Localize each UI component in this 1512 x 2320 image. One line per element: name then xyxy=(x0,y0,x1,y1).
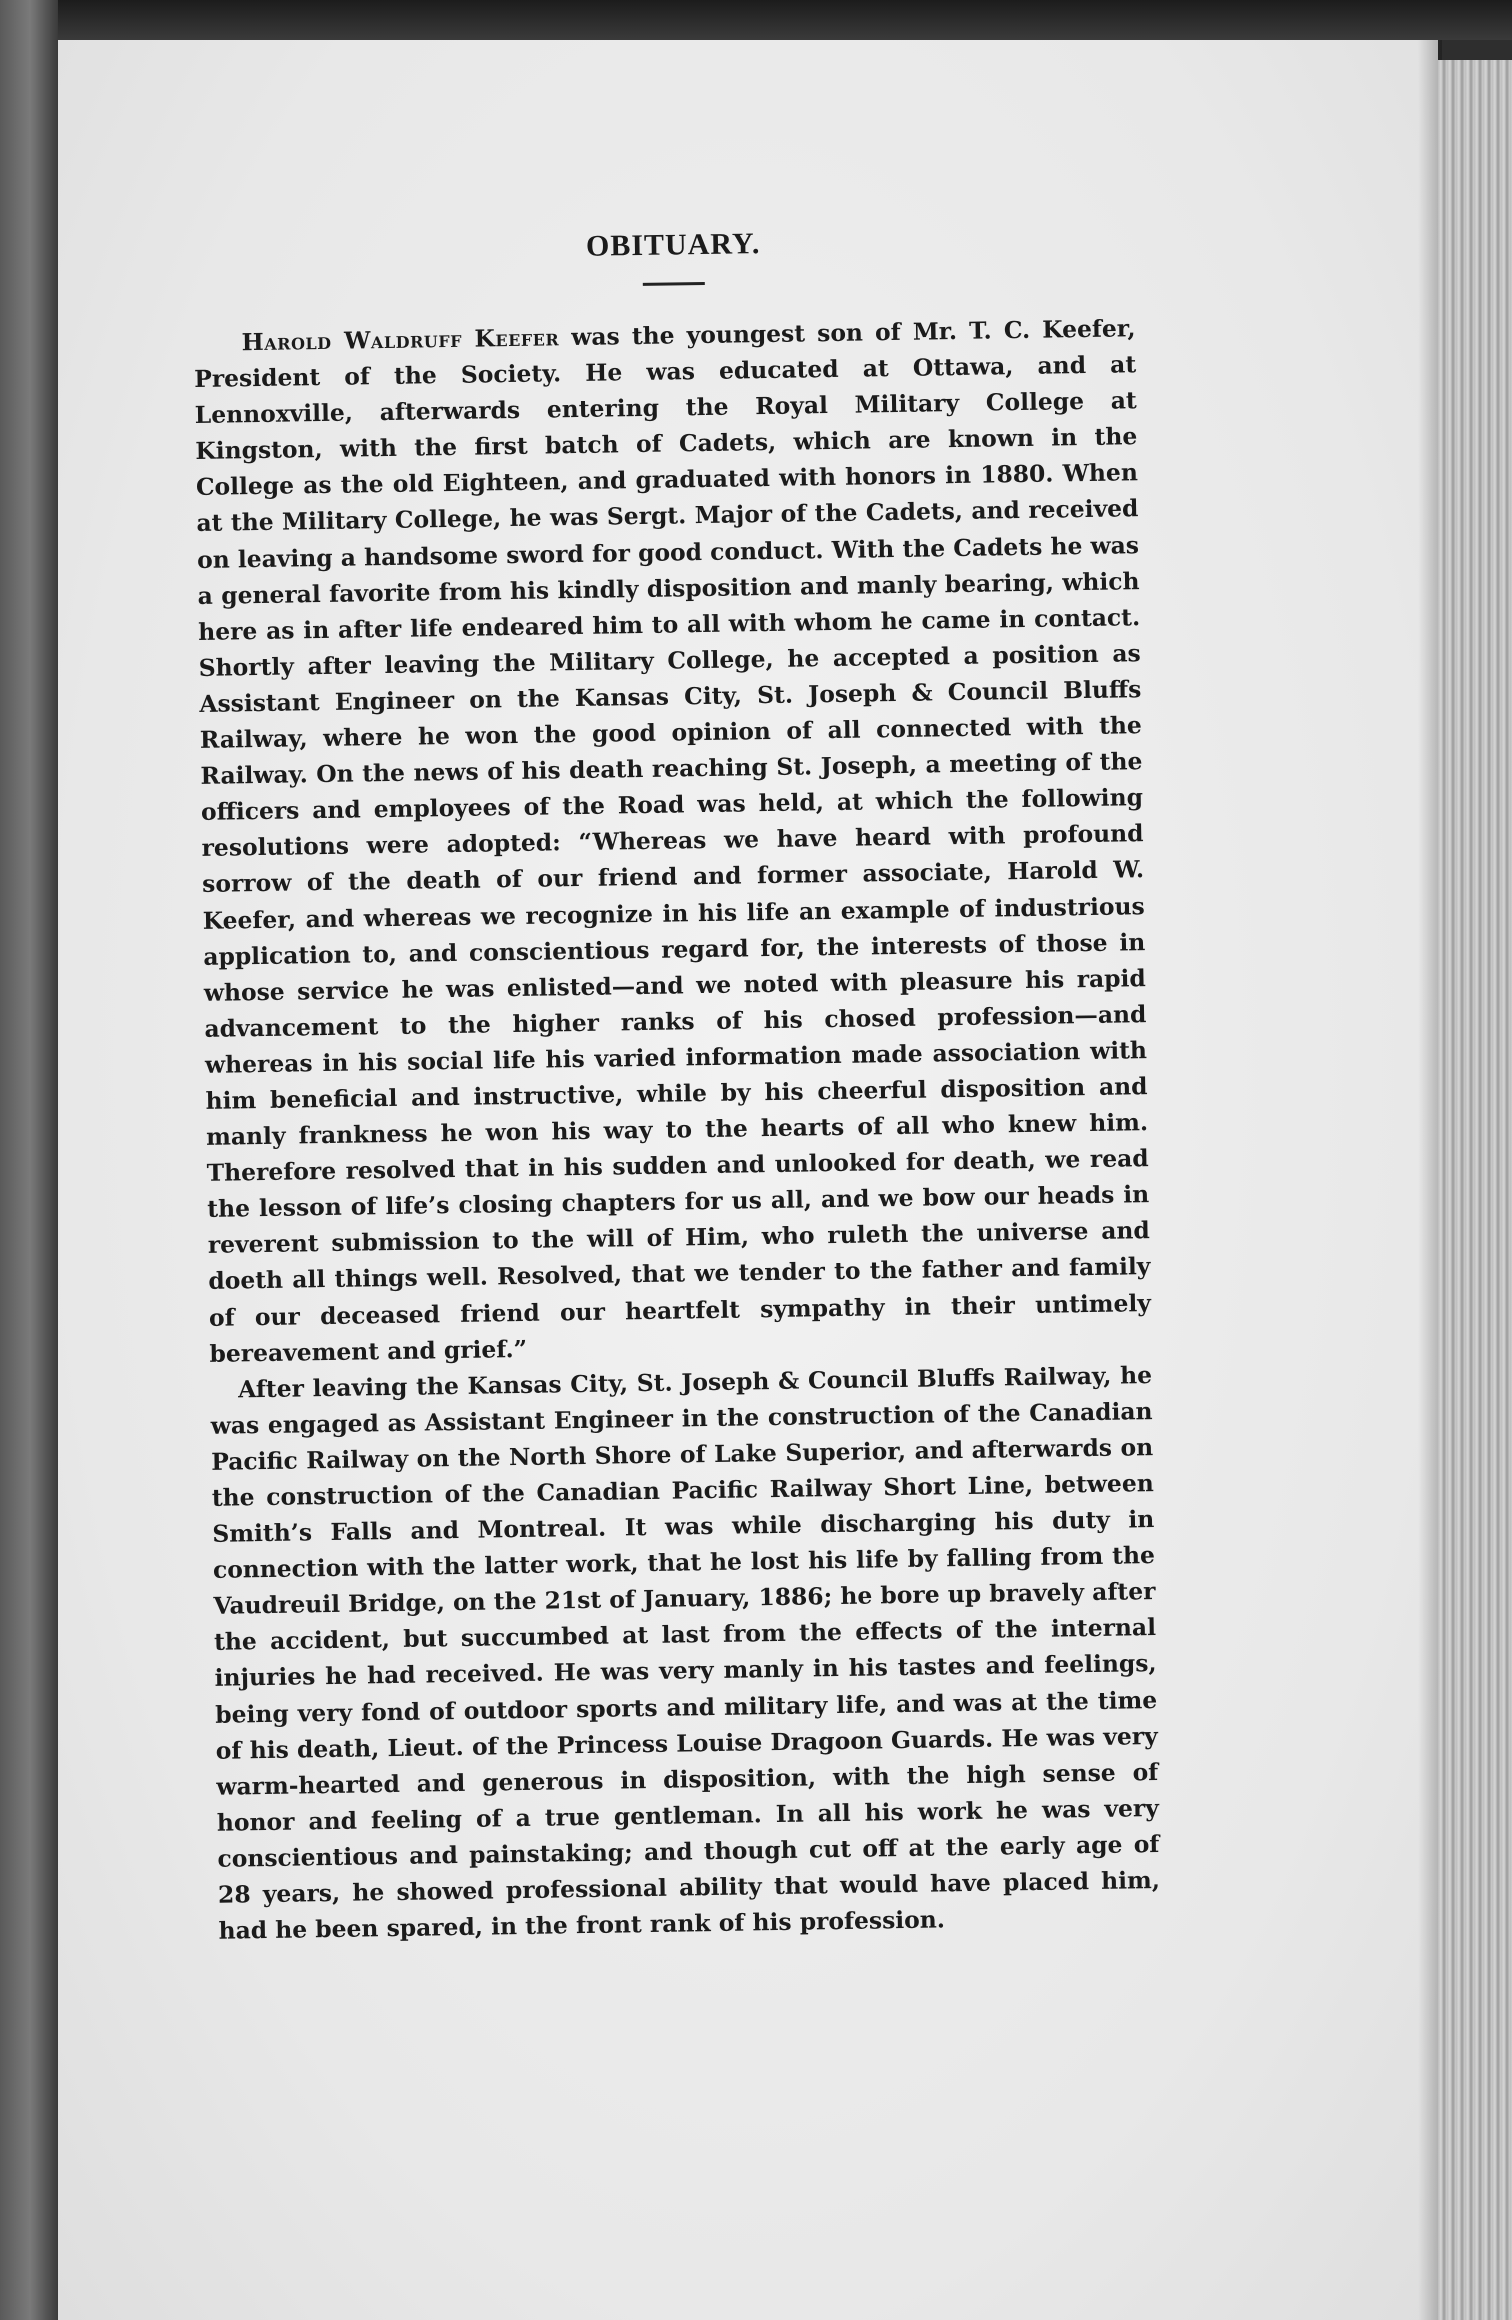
title-divider xyxy=(643,282,705,286)
book-binding-edge xyxy=(0,0,58,2320)
scan-background-top xyxy=(0,0,1512,40)
paragraph-2: After leaving the Kansas City, St. Joseph & Council Bluffs Railway, he was engaged as Assistant Engineer in the construction of the Canadian Pacific Railway on the North Shore of Lake Superior, and afterwards on the construction of the Canadian Pacific Railway Short Line, between Smith’s Falls and Montreal. It was while discharging his duty in connection with the latter work, that he lost his life by falling from the Vaudreuil Bridge, on the 21st of January, 1886; he bore up bravely after the accident, but succumbed at last from the effects of the internal injuries he had received. He was very manly in his tastes and feelings, being very fond of outdoor sports and military life, and was at the time of his death, Lieut. of the Princess Louise Dragoon Guards. He was very warm-hearted and generous in disposition, with the high sense of honor and feeling of a true gentleman. In all his work he was very conscientious and painstaking; and though cut off at the early age of 28 years, he showed professional ability that would have placed him, had he been spared, in the front rank of his profession. xyxy=(210,1360,1161,1945)
obituary-text-block xyxy=(192,221,1161,1949)
page-title: OBITUARY. xyxy=(585,227,761,263)
paragraph-1 xyxy=(193,310,1151,1371)
deceased-name: Harold Waldruff Keefer xyxy=(241,323,560,357)
paragraph-1-body: was the youngest son of Mr. T. C. Keefer, President of the Society. He was educated at Ottawa, and at Lennoxville, afterwards entering the Royal Military College at Kingston, with the first batch of Cadets, which are known in the College as the old Eighteen, and graduated with honors in 1880. When at the Military College, he was Sergt. Major of the Cadets, and received on leaving a handsome sword for good conduct. With the Cadets he was a general favorite from his kindly disposition and manly bearing, which here as in after life endeared him to all with whom he came in contact. Shortly after leaving the Military College, he accepted a position as Assistant Engineer on the Kansas City, St. Joseph & Council Bluffs Railway, where he won the good opinion of all connected with the Railway. On the news of his death reaching St. Joseph, a meeting of the officers and employees of the Road was held, at which the following resolutions were adopted: “Whereas we have heard with profound sorrow of the death of our friend and former associate, Harold W. Keefer, and whereas we recognize in his life an example of industrious application to, and conscientious regard for, the interests of those in whose service he was enlisted—and we noted with pleasure his rapid advancement to the higher ranks of his chosed profession—and whereas in his social life his varied information made association with him beneficial and instructive, while by his cheerful disposition and manly frankness he won his way to the hearts of all who knew him. Therefore resolved that in his sudden and unlooked for death, we read the lesson of life’s closing chapters for us all, and we bow our heads in reverent submission to the will of Him, who ruleth the universe and doeth all things well. Resolved, that we tender to the father and family of our deceased friend our heartfelt sympathy in their untimely bereavement and grief.” xyxy=(194,314,1152,1368)
page-stack-edge xyxy=(1438,60,1512,2320)
